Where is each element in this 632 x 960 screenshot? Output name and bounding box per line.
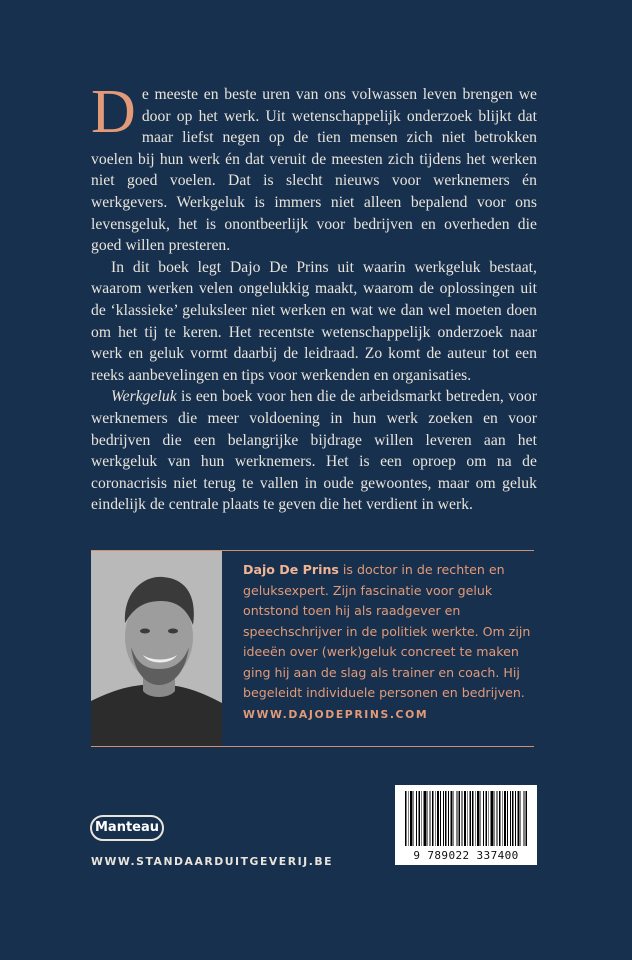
blurb-paragraph-2: In dit boek legt Dajo De Prins uit waarin werkgeluk bestaat, waarom werken velen ongelukkig maakt, waarom de oplossingen uit de ‘klassieke’ geluksleer niet werken en wat we dan wel moeten doen om het tij te keren. Het recentste wetenschappelijk onderzoek naar werk en geluk vormt daarbij de leidraad. Zo komt de auteur tot een reeks aanbevelingen en tips voor werkenden en organisaties.	[91, 258, 537, 384]
isbn-number: 9 789022 337400	[413, 849, 519, 862]
author-bio	[243, 560, 535, 704]
author-portrait-icon	[91, 551, 222, 746]
blurb-paragraph-3	[91, 386, 537, 516]
barcode	[395, 785, 537, 865]
publisher-logo: Manteau	[90, 815, 164, 841]
blurb-paragraph-1	[91, 78, 537, 257]
divider-bottom	[91, 746, 534, 747]
book-title-italic: Werkgeluk	[111, 388, 177, 406]
drop-cap: D	[91, 78, 136, 146]
barcode-bars-icon	[405, 791, 527, 846]
blurb-text-3: is een boek voor hen die de arbeidsmarkt betreden, voor werknemers die meer voldoening in hun werk zoeken en voor bedrijven die een belangrijke bijdrage willen leveren aan het werkgeluk van hun werknemers. Het is een oproep om na de coronacrisis niet terug te vallen in oude gewoontes, maar om geluk eindelijk de centrale plaats te geven die het verdient in werk.	[91, 388, 537, 514]
author-name: Dajo De Prins	[243, 562, 339, 577]
author-bio-text: is doctor in de rechten en geluksexpert. Zijn fascinatie voor geluk ontstond toen hij als raadgever en speechschrijver in de politiek werkte. Om zijn ideeën over (werk)geluk concreet te maken ging hij aan de slag als trainer en coach. Hij begeleidt individuele personen en bedrijven.	[243, 562, 531, 700]
blurb-text-1: e meeste en beste uren van ons volwassen leven brengen we door op het werk. Uit wetenschappelijk onderzoek blijkt dat maar liefst negen op de tien mensen zich niet betrokken voelen bij hun werk én dat veruit de meesten zich tijdens het werken niet goed voelen. Dat is slecht nieuws voor werknemers én werkgevers. Werkgeluk is immers niet alleen bepalend voor ons levensgeluk, het is onontbeerlijk voor bedrijven en overheden die goed willen presteren.	[91, 86, 537, 255]
publisher-website[interactable]: WWW.STANDAARDUITGEVERIJ.BE	[91, 855, 334, 868]
author-photo	[91, 551, 222, 746]
back-cover-blurb	[91, 78, 537, 516]
author-website[interactable]: WWW.DAJODEPRINS.COM	[243, 708, 429, 721]
